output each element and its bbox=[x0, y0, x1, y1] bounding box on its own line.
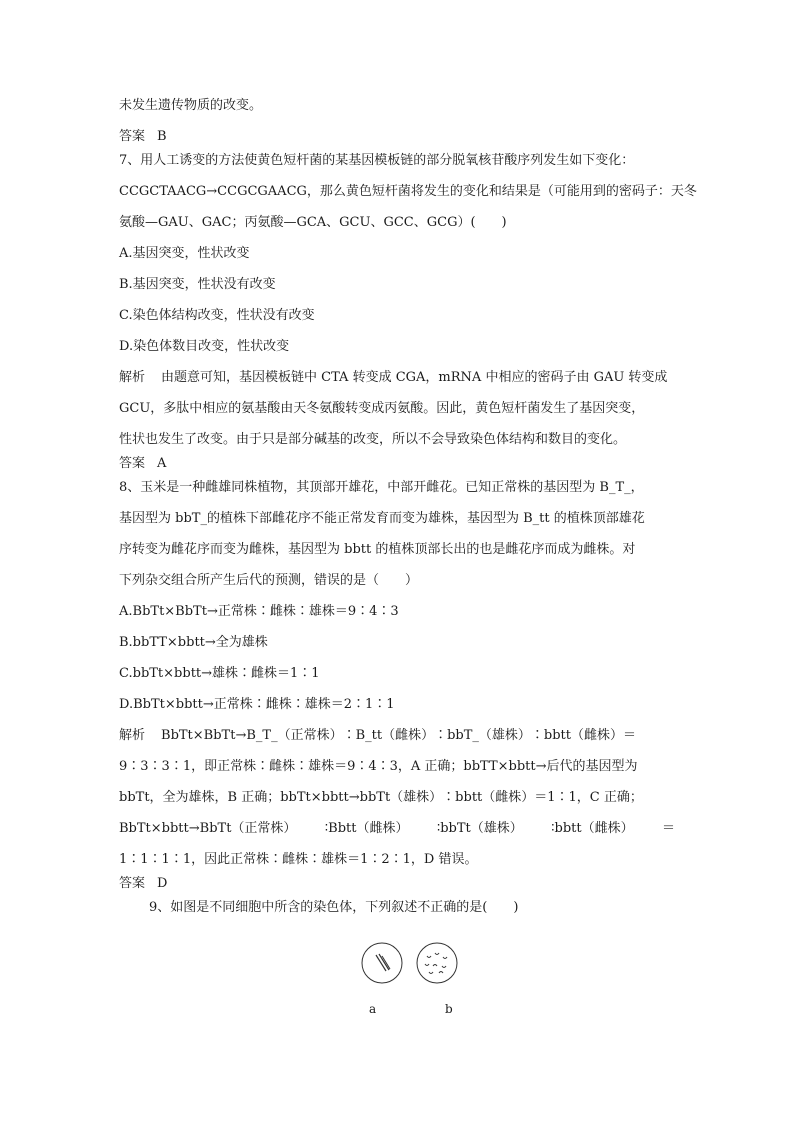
answer-label: 答案 bbox=[119, 129, 146, 144]
answer-label: 答案 bbox=[119, 456, 146, 471]
analysis-segment: ∶bbTt（雄株） bbox=[436, 821, 523, 836]
figure-label-b: b bbox=[445, 1002, 453, 1016]
q8-analysis-line-1 bbox=[119, 728, 675, 743]
q7-option-d: D.染色体数目改变，性状改变 bbox=[119, 339, 290, 354]
intro-text: 未发生遗传物质的改变。 bbox=[119, 98, 263, 113]
cell-b bbox=[417, 943, 457, 983]
analysis-text: 由题意可知，基因模板链中 CTA 转变成 CGA，mRNA 中相应的密码子由 GAU 转变成 bbox=[161, 370, 668, 385]
q7-analysis-line-1 bbox=[119, 370, 675, 385]
answer-value: D bbox=[157, 876, 168, 891]
q7-stem-line-3: 氨酸—GAU、GAC；丙氨酸—GCA、GCU、GCC、GCG）( ) bbox=[119, 215, 507, 230]
q7-stem-line-2: CCGCTAACG→CCGCGAACG，那么黄色短杆菌将发生的变化和结果是（可能用到的密码子：天冬 bbox=[119, 184, 697, 199]
analysis-segment: BbTt×bbtt→BbTt（正常株） bbox=[119, 821, 297, 836]
q7-analysis-line-2: GCU，多肽中相应的氨基酸由天冬氨酸转变成丙氨酸。因此，黄色短杆菌发生了基因突变， bbox=[119, 401, 645, 416]
cell-a bbox=[362, 943, 402, 983]
q8-analysis-line-2: 9∶3∶3∶1，即正常株∶雌株∶雄株＝9∶4∶3，A 正确；bbTT×bbtt→后代的基因型为 bbox=[119, 759, 638, 774]
q7-option-a: A.基因突变，性状改变 bbox=[119, 246, 250, 261]
q8-option-b: B.bbTT×bbtt→全为雄株 bbox=[119, 635, 268, 650]
q8-stem-line-1: 8、玉米是一种雌雄同株植物，其顶部开雄花，中部开雌花。已知正常株的基因型为 B_T_， bbox=[119, 480, 644, 495]
analysis-label: 解析 bbox=[119, 728, 146, 743]
q9-stem: 9、如图是不同细胞中所含的染色体，下列叙述不正确的是( ) bbox=[149, 900, 519, 915]
q8-stem-line-2: 基因型为 bbT_的植株下部雌花序不能正常发育而变为雄株，基因型为 B_tt 的植株顶部雄花 bbox=[119, 511, 645, 526]
analysis-segment: ∶bbtt（雌株） bbox=[551, 821, 634, 836]
analysis-segment: ＝ bbox=[661, 821, 675, 836]
answer-line-q6 bbox=[119, 129, 675, 144]
answer-line-q8 bbox=[119, 876, 675, 891]
q7-analysis-line-3: 性状也发生了改变。由于只是部分碱基的改变，所以不会导致染色体结构和数目的变化。 bbox=[119, 432, 627, 447]
q7-option-c: C.染色体结构改变，性状没有改变 bbox=[119, 308, 315, 323]
analysis-segment: ∶Bbtt（雌株） bbox=[324, 821, 409, 836]
analysis-text: BbTt×BbTt→B_T_（正常株）∶B_tt（雌株）∶bbT_（雄株）∶bbtt（雌株）＝ bbox=[161, 728, 636, 743]
q8-analysis-line-3: bbTt，全为雄株，B 正确；bbTt×bbtt→bbTt（雄株）∶bbtt（雌株）＝1∶1，C 正确； bbox=[119, 790, 643, 805]
q8-option-d: D.BbTt×bbtt→正常株∶雌株∶雄株＝2∶1∶1 bbox=[119, 697, 395, 712]
answer-value: A bbox=[157, 456, 167, 471]
figure-label-a: a bbox=[369, 1002, 377, 1016]
q7-option-b: B.基因突变，性状没有改变 bbox=[119, 277, 276, 292]
q8-stem-line-3: 序转变为雌花序而变为雌株，基因型为 bbtt 的植株顶部长出的也是雌花序而成为雌株。对 bbox=[119, 542, 636, 557]
q7-stem-line-1: 7、用人工诱变的方法使黄色短杆菌的某基因模板链的部分脱氧核苷酸序列发生如下变化： bbox=[119, 153, 635, 168]
answer-line-q7 bbox=[119, 456, 675, 471]
analysis-label: 解析 bbox=[119, 370, 146, 385]
q8-option-c: C.bbTt×bbtt→雄株∶雌株＝1∶1 bbox=[119, 666, 320, 681]
q8-analysis-line-4 bbox=[119, 821, 675, 836]
answer-label: 答案 bbox=[119, 876, 146, 891]
answer-value: B bbox=[157, 129, 167, 144]
q8-option-a: A.BbTt×BbTt→正常株∶雌株∶雄株＝9∶4∶3 bbox=[119, 604, 399, 619]
q8-analysis-line-5: 1∶1∶1∶1，因此正常株∶雌株∶雄株＝1∶2∶1，D 错误。 bbox=[119, 852, 478, 867]
cell-diagrams bbox=[357, 938, 467, 998]
document-body bbox=[119, 98, 697, 915]
q8-stem-line-4: 下列杂交组合所产生后代的预测，错误的是（ ） bbox=[119, 573, 419, 588]
chromosome-figure bbox=[357, 938, 467, 1018]
